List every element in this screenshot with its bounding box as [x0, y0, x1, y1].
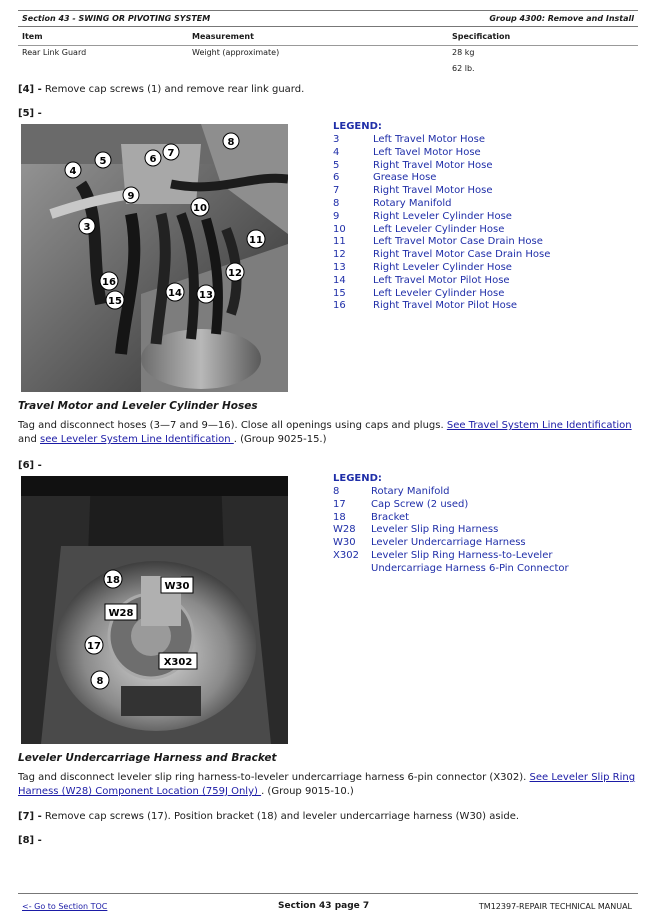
legend-number: W28	[333, 524, 356, 536]
figure-caption: Travel Motor and Leveler Cylinder Hoses	[18, 400, 258, 412]
table-row	[18, 62, 638, 78]
svg-text:14: 14	[168, 288, 182, 299]
step-5	[18, 107, 638, 121]
callout-5	[95, 152, 111, 168]
legend-item	[333, 223, 505, 237]
para-text: and	[18, 434, 40, 445]
svg-text:11: 11	[249, 235, 263, 246]
svg-text:16: 16	[102, 277, 116, 288]
photo-illustration	[21, 476, 288, 744]
legend-label: Leveler Slip Ring Harness	[371, 524, 499, 536]
legend-number: 11	[333, 236, 346, 248]
legend-number: W30	[333, 537, 356, 549]
col-header-item: Item	[22, 32, 43, 41]
callout-W30	[161, 577, 193, 593]
legend-number: 16	[333, 300, 346, 312]
svg-text:4: 4	[69, 166, 77, 177]
harness-instruction	[18, 771, 638, 799]
callout-14	[166, 283, 184, 301]
callout-8	[223, 133, 239, 149]
legend-number: 10	[333, 223, 346, 235]
step-number: [4] -	[18, 84, 42, 95]
legend-item	[333, 210, 512, 224]
callout-6	[145, 150, 161, 166]
legend-item	[333, 511, 410, 525]
svg-text:5: 5	[99, 156, 107, 167]
svg-text:8: 8	[96, 676, 104, 687]
callout-10	[191, 198, 209, 216]
legend-label: Left Travel Motor Case Drain Hose	[373, 236, 543, 248]
legend-item	[333, 249, 551, 262]
cell-spec-metric: 28 kg	[452, 48, 475, 57]
legend-item	[333, 524, 499, 537]
legend-number: 9	[333, 210, 340, 222]
legend-label: Right Travel Motor Hose	[373, 185, 493, 197]
legend-item	[333, 549, 569, 576]
para-text: Tag and disconnect hoses (3—7 and 9—16). Close all openings using caps and plugs.	[18, 420, 447, 431]
legend-label: Leveler Slip Ring Harness-to-Leveler Undercarriage Harness 6-Pin Connector	[371, 549, 569, 574]
table-row	[18, 46, 638, 62]
svg-text:W28: W28	[108, 608, 134, 619]
svg-text:X302: X302	[163, 657, 193, 668]
step-4	[18, 83, 638, 97]
step-number: [8] -	[18, 835, 42, 846]
spec-table	[18, 30, 638, 78]
travel-system-line-link[interactable]: See Travel System Line Identification	[446, 420, 632, 431]
legend-number: 8	[333, 486, 340, 497]
callout-12	[226, 263, 244, 281]
leveler-system-line-link[interactable]: see Leveler System Line Identification	[40, 434, 234, 445]
step-8	[18, 834, 638, 848]
callout-9	[123, 187, 139, 203]
svg-text:15: 15	[108, 296, 122, 307]
legend-label: Left Leveler Cylinder Hose	[373, 287, 505, 299]
hoses-instruction	[18, 419, 638, 447]
legend-number: 5	[333, 159, 340, 171]
callout-W28	[105, 604, 137, 620]
legend-item	[333, 197, 452, 211]
legend-item	[333, 300, 518, 313]
legend-number: 14	[333, 274, 346, 286]
legend-label: Right Travel Motor Hose	[373, 159, 493, 171]
svg-text:6: 6	[149, 154, 157, 165]
para-text: . (Group 9015-10.)	[261, 786, 354, 797]
step-number: [5] -	[18, 108, 42, 119]
photo-illustration	[21, 124, 288, 392]
callout-3	[79, 218, 95, 234]
legend-item	[333, 287, 505, 301]
svg-text:17: 17	[87, 641, 101, 652]
manual-title: TM12397-REPAIR TECHNICAL MANUAL	[478, 902, 632, 911]
col-header-measurement: Measurement	[192, 32, 254, 41]
callout-11	[247, 230, 265, 248]
legend-label: Rotary Manifold	[373, 197, 452, 209]
callout-15	[106, 291, 124, 309]
legend-label: Cap Screw (2 used)	[371, 498, 469, 510]
svg-text:18: 18	[106, 575, 120, 586]
legend-item	[333, 236, 543, 249]
svg-text:3: 3	[83, 222, 91, 233]
legend-item	[333, 146, 481, 160]
legend-label: Right Leveler Cylinder Hose	[373, 261, 512, 273]
legend-item	[333, 159, 493, 173]
legend-number: 18	[333, 511, 346, 523]
legend-item	[333, 486, 450, 499]
callout-7	[163, 144, 179, 160]
para-text: . (Group 9025-15.)	[233, 434, 327, 445]
callout-16	[100, 272, 118, 290]
slip-ring-harness-link[interactable]: See Leveler Slip Ring Harness (W28) Component Location (759J Only)	[18, 772, 636, 797]
cell-item: Rear Link Guard	[22, 48, 87, 57]
legend-number: 13	[333, 261, 346, 273]
legend-label: Left Leveler Cylinder Hose	[373, 223, 505, 235]
cell-spec-imperial: 62 lb.	[452, 64, 475, 73]
step-7	[18, 810, 638, 824]
legend-number: 3	[333, 134, 340, 145]
legend-label: Left Travel Motor Pilot Hose	[373, 274, 510, 286]
legend-number: 4	[333, 146, 340, 158]
legend-label: Right Travel Motor Case Drain Hose	[373, 249, 551, 261]
para-text: Tag and disconnect leveler slip ring harness-to-leveler undercarriage harness 6-pin connector (X302).	[18, 772, 530, 783]
svg-text:9: 9	[127, 191, 135, 202]
callout-4	[65, 162, 81, 178]
legend-harness	[333, 473, 569, 576]
svg-text:10: 10	[193, 203, 207, 214]
legend-number: 8	[333, 197, 340, 209]
section-toc-link[interactable]: <- Go to Section TOC	[22, 902, 108, 911]
svg-text:13: 13	[199, 290, 213, 301]
spec-table-header	[18, 30, 638, 46]
section-title: Section 43 - SWING OR PIVOTING SYSTEM	[22, 14, 211, 23]
page-header	[18, 10, 638, 27]
callout-X302	[159, 653, 197, 669]
legend-label: Right Travel Motor Pilot Hose	[373, 300, 518, 312]
legend-item	[333, 185, 493, 198]
callout-18	[104, 570, 122, 588]
legend-item	[333, 274, 510, 288]
col-header-specification: Specification	[452, 32, 511, 41]
legend-item	[333, 261, 512, 275]
legend-hoses	[333, 121, 551, 313]
figure-caption: Leveler Undercarriage Harness and Bracket	[18, 752, 277, 764]
group-title: Group 4300: Remove and Install	[489, 14, 634, 23]
legend-label: Left Tavel Motor Hose	[373, 146, 481, 158]
callout-17	[85, 636, 103, 654]
cell-measurement: Weight (approximate)	[192, 48, 280, 57]
step-number: [6] -	[18, 460, 42, 471]
callout-13	[197, 285, 215, 303]
legend-number: X302	[333, 549, 359, 561]
svg-text:W30: W30	[164, 581, 190, 592]
page-footer	[18, 893, 638, 915]
legend-label: Leveler Undercarriage Harness	[371, 537, 526, 549]
legend-item	[333, 134, 485, 147]
legend-number: 7	[333, 185, 340, 197]
legend-item	[333, 537, 526, 550]
legend-item	[333, 498, 469, 512]
legend-number: 12	[333, 249, 346, 261]
legend-title: LEGEND:	[333, 473, 382, 484]
legend-label: Rotary Manifold	[371, 486, 450, 497]
callout-8	[91, 671, 109, 689]
step-number: [7] -	[18, 811, 42, 822]
legend-label: Left Travel Motor Hose	[373, 134, 485, 145]
step-text: Remove cap screws (17). Position bracket (18) and leveler undercarriage harness (W30) aside.	[44, 811, 520, 822]
svg-text:7: 7	[167, 148, 175, 159]
travel-motor-hoses-photo	[21, 124, 288, 392]
legend-label: Bracket	[371, 511, 410, 523]
legend-title: LEGEND:	[333, 121, 382, 132]
step-6	[18, 459, 638, 473]
step-text: Remove cap screws (1) and remove rear link guard.	[44, 84, 305, 95]
page-number: Section 43 page 7	[278, 901, 370, 911]
legend-number: 17	[333, 498, 346, 510]
svg-text:12: 12	[228, 268, 242, 279]
legend-label: Grease Hose	[373, 172, 437, 184]
legend-label: Right Leveler Cylinder Hose	[373, 210, 512, 222]
legend-number: 6	[333, 172, 340, 184]
svg-text:8: 8	[227, 137, 235, 148]
legend-number: 15	[333, 287, 346, 299]
legend-item	[333, 172, 437, 185]
harness-bracket-photo	[21, 476, 288, 744]
